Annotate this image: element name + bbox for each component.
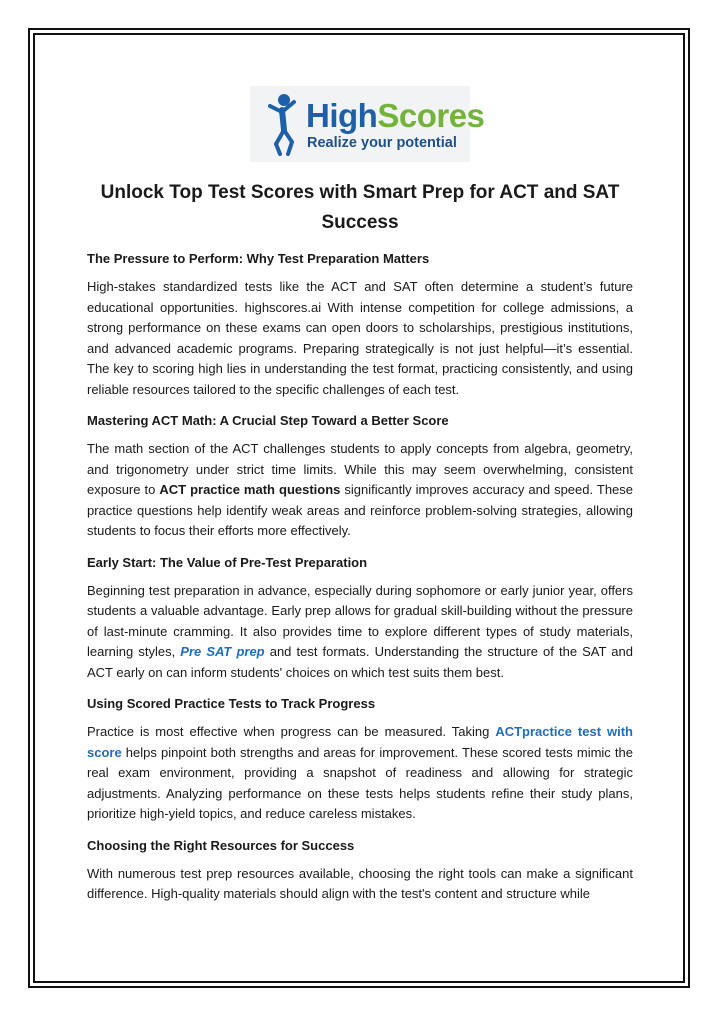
section-body: Beginning test preparation in advance, especially during sophomore or early junior year, offers students a valuable advantage. Early prep allows for gradual skill-building without the pressure of last-minute cramming. It also provides time to explore different types of study materials, learning styles, Pre SAT prep and test formats. Understanding the structure of the SAT and ACT early on can inform students' choices on which test suits them best. (87, 582, 633, 680)
section-body: Practice is most effective when progress can be measured. Taking ACTpractice test with score helps pinpoint both strengths and areas for improvement. These scored tests mimic the real exam environment, providing a snapshot of readiness and allowing for strategic adjustments. Analyzing performance on these tests helps students refine their study plans, prioritize high-yield topics, and reduce careless mistakes. (87, 724, 633, 821)
section-heading: Using Scored Practice Tests to Track Progress (87, 696, 376, 711)
section-heading: Early Start: The Value of Pre-Test Preparation (87, 554, 368, 570)
highscores-logo (250, 86, 485, 162)
keyword-act-practice-math: ACT practice math questions (159, 482, 341, 497)
section-heading: Choosing the Right Resources for Success (87, 837, 355, 853)
logo-tagline: Realize your potential (307, 135, 457, 151)
link-act-practice-test[interactable]: ACTpractice test with score (87, 724, 633, 760)
section-heading: Mastering ACT Math: A Crucial Step Toward a Better Score (87, 413, 449, 428)
section-body: With numerous test prep resources available, choosing the right tools can make a significant difference. High-quality materials should align with the test's content and structure while (87, 865, 633, 901)
link-pre-sat-prep[interactable]: Pre SAT prep (180, 644, 265, 659)
document-title: Unlock Top Test Scores with Smart Prep for ACT and SAT Success (100, 182, 620, 233)
document-content (87, 86, 633, 917)
logo-brand-name: HighScores (306, 97, 485, 134)
section-body: High-stakes standardized tests like the ACT and SAT often determine a student’s future educational opportunities. highscores.ai With intense competition for college admissions, a strong performance on these exams can open doors to scholarships, prestigious institutions, and advanced academic programs. Preparing strategically is not just helpful—it’s essential. The key to scoring high lies in understanding the test format, practicing consistently, and using reliable resources tailored to the specific challenges of each test. (87, 279, 633, 397)
section-heading: The Pressure to Perform: Why Test Preparation Matters (87, 251, 430, 266)
section-body: The math section of the ACT challenges students to apply concepts from algebra, geometry, and trigonometry under strict time limits. While this may seem overwhelming, consistent exposure to ACT practice math questions significantly improves accuracy and speed. These practice questions help identify weak areas and reinforce problem-solving strategies, allowing students to focus their efforts more effectively. (87, 441, 634, 538)
person-jumping-icon (264, 92, 304, 156)
